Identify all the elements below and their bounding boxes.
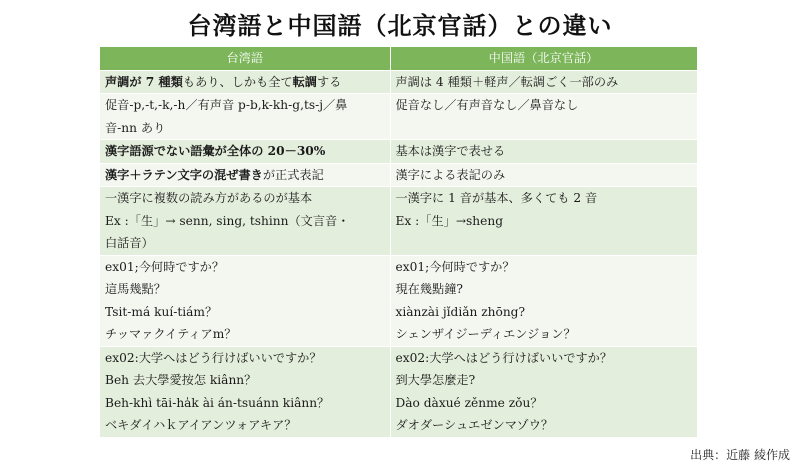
cell-line <box>396 140 693 163</box>
cell-line: ex01;今何時ですか？ <box>395 259 515 274</box>
table-row <box>100 163 697 187</box>
cell-taiwanese <box>100 94 390 140</box>
cell-line: Ex :「生」→ senn, sing, tshinn（文言音・ <box>105 213 350 228</box>
cell-text: 声調は 4 種類＋軽声／転調ごく一部のみ <box>395 74 619 89</box>
table-header-row <box>100 47 697 70</box>
cell-line: 音-nn あり <box>105 120 166 135</box>
comparison-table <box>100 47 698 437</box>
cell-taiwanese <box>100 187 390 256</box>
cell-mandarin <box>390 187 697 256</box>
cell-line: xiànzài jǐdiǎn zhōng? <box>395 304 526 319</box>
cell-line: Beh 去大學愛按怎 kiânn？ <box>105 373 257 387</box>
table-row <box>100 94 697 140</box>
cell-mandarin <box>390 346 697 437</box>
cell-taiwanese <box>100 70 390 94</box>
cell-text: 基本は漢字で表せる <box>395 144 506 158</box>
table-row <box>100 187 697 256</box>
cell-line <box>396 71 693 94</box>
cell-line: Ex :「生」→sheng <box>395 213 503 228</box>
bold-text: 漢字語源でない語彙が全体の 20－30% <box>105 144 326 158</box>
cell-line: 白話音） <box>105 236 154 250</box>
cell-taiwanese <box>100 255 390 346</box>
source-credit: 出典：近藤 綾作成 <box>690 448 790 462</box>
table-row <box>100 70 697 94</box>
bold-text: 転調 <box>292 74 317 89</box>
cell-line <box>396 164 693 187</box>
cell-line: 促音なし／有声音なし／鼻音なし <box>395 98 579 112</box>
cell-line <box>105 164 386 187</box>
cell-line <box>105 71 386 94</box>
cell-line: チッマァクイティアm？ <box>105 327 237 341</box>
cell-line: Dào dàxué zěnme zǒu？ <box>395 395 543 410</box>
cell-line: 促音-p,-t,-k,-h／有声音 p-b,k-kh-g,ts-j／鼻 <box>105 98 348 112</box>
cell-line: 這馬幾點？ <box>105 282 166 296</box>
cell-line: 到大學怎麼走? <box>395 373 476 387</box>
cell-line: 一漢字に 1 音が基本、多くても 2 音 <box>395 191 598 205</box>
cell-line: ex01;今何時ですか？ <box>105 259 225 274</box>
table-row <box>100 255 697 346</box>
cell-taiwanese <box>100 140 390 164</box>
cell-line: 一漢字に複数の読み方があるのが基本 <box>105 191 313 205</box>
cell-line: シェンザイジーディエンジョン？ <box>395 327 576 341</box>
bold-text: 漢字＋ラテン文字の混ぜ書き <box>105 167 263 182</box>
cell-line: Beh-khì tāi-ha̍k ài án-tsuánn kiânn？ <box>105 395 330 410</box>
cell-line: ex02:大学へはどう行けばいいですか？ <box>105 350 322 365</box>
cell-line <box>105 140 386 163</box>
table-body <box>100 70 697 437</box>
cell-mandarin <box>390 94 697 140</box>
cell-line: ex02:大学へはどう行けばいいですか？ <box>395 350 613 365</box>
page-title: 台湾語と中国語（北京官話）との違い <box>187 12 613 40</box>
cell-line: Tsit-má kuí-tiám？ <box>105 304 218 319</box>
header-mandarin: 中国語（北京官話） <box>390 47 697 70</box>
cell-taiwanese <box>100 163 390 187</box>
cell-line: 現在幾點鐘? <box>395 282 463 296</box>
cell-text: が正式表記 <box>262 167 324 182</box>
cell-line: ダオダーシュエゼンマゾウ？ <box>395 418 554 432</box>
table-row <box>100 140 697 164</box>
cell-mandarin <box>390 140 697 164</box>
cell-mandarin <box>390 255 697 346</box>
header-taiwanese: 台湾語 <box>100 47 390 70</box>
cell-text: 漢字による表記のみ <box>395 167 506 182</box>
cell-mandarin <box>390 163 697 187</box>
bold-text: 声調が 7 種類 <box>105 74 183 89</box>
cell-mandarin <box>390 70 697 94</box>
table-row <box>100 346 697 437</box>
cell-line: ベキダイハｋアイアンツォアキア？ <box>105 418 297 432</box>
cell-taiwanese <box>100 346 390 437</box>
cell-text: もあり、しかも全て <box>182 74 293 89</box>
cell-text: する <box>316 74 342 89</box>
